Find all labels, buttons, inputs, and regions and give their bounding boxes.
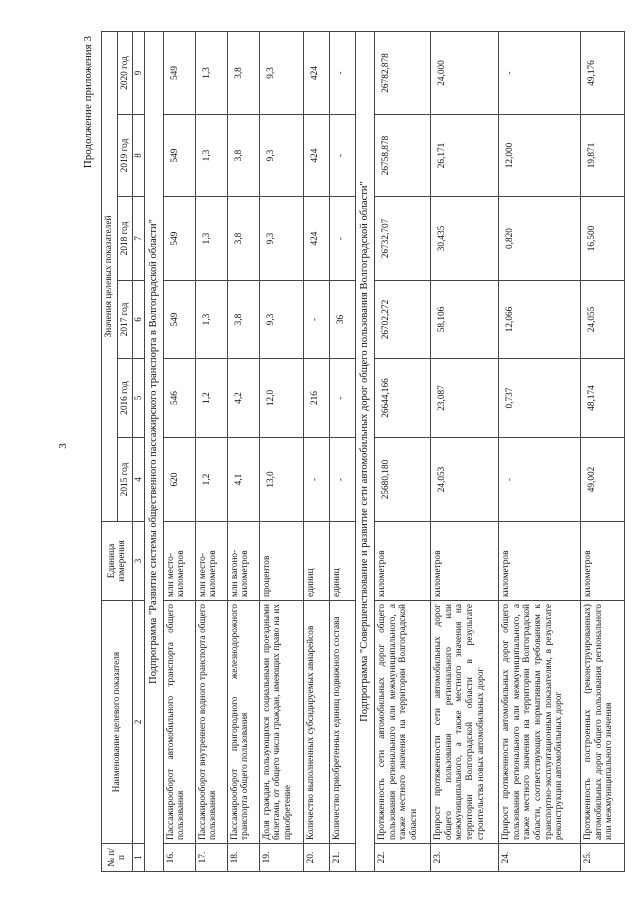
unit-of-measure: километров (580, 522, 624, 601)
header-year: 2019 год (117, 115, 133, 197)
indicator-name: Количество выполненных субсидируемых авиарейсов (303, 601, 329, 844)
table-row (259, 31, 303, 871)
indicator-value: 9,3 (259, 197, 303, 281)
indicator-name: Пассажирооборот пригородного железнодорожного транспорта общего пользования (227, 601, 259, 844)
unit-of-measure: млн место-километров (163, 522, 195, 601)
indicator-value: 58,106 (430, 281, 498, 359)
header-num: № п/п (102, 844, 133, 872)
indicator-value: - (303, 281, 329, 359)
row-number: 25. (580, 844, 624, 872)
header-year: 2018 год (117, 197, 133, 281)
column-index: 6 (133, 281, 144, 359)
indicator-name: Протяженность построенных (реконструированных) автомобильных дорог общего пользования регионального или межмуниципального значения (580, 601, 624, 844)
unit-of-measure: млн место-километров (195, 522, 227, 601)
indicator-name: Прирост протяженности сети автомобильных дорог общего пользования регионального или межмуниципального, а также местного значения на территории Волгоградской области в результате строительства новых автомобильных дорог (430, 601, 498, 844)
indicator-value: 0,737 (498, 359, 580, 438)
row-number: 21. (329, 844, 355, 872)
indicator-value: 24,055 (580, 281, 624, 359)
indicator-value: 1,3 (195, 281, 227, 359)
column-index: 9 (133, 31, 144, 114)
indicator-value: 1,2 (195, 359, 227, 438)
row-number: 17. (195, 844, 227, 872)
indicator-value: 49,002 (580, 438, 624, 522)
subprogram-row (355, 31, 374, 871)
indicator-value: 3,8 (227, 115, 259, 197)
indicator-value: 25680,180 (374, 438, 430, 522)
indicator-name: Прирост протяженности автомобильных дорог общего пользования регионального или межмуниципального, а также местного значения на территории Волгоградской области, соответствующих нормативным требованиям к транспортно-эксплуатационным показателям, в результате реконструкции автомобильных дорог (498, 601, 580, 844)
header-unit: Единица измерения (102, 522, 133, 601)
indicator-value: 26644,166 (374, 359, 430, 438)
column-index: 3 (133, 522, 144, 601)
row-number: 20. (303, 844, 329, 872)
row-number: 19. (259, 844, 303, 872)
unit-of-measure: процентов (259, 522, 303, 601)
indicator-value: - (498, 438, 580, 522)
indicator-value: 549 (163, 115, 195, 197)
subprogram-row (144, 31, 163, 871)
indicator-value: 12,066 (498, 281, 580, 359)
indicator-value: 26732,707 (374, 197, 430, 281)
table-row (580, 31, 624, 871)
unit-of-measure: единиц (303, 522, 329, 601)
table-row (430, 31, 498, 871)
indicator-value: 546 (163, 359, 195, 438)
indicator-value: 9,3 (259, 115, 303, 197)
column-index: 8 (133, 115, 144, 197)
indicator-value: 1,2 (195, 438, 227, 522)
indicator-name: Протяженность сети автомобильных дорог общего пользования регионального или межмуниципального, а также местного значения на территории Волгоградской области (374, 601, 430, 844)
header-year: 2016 год (117, 359, 133, 438)
indicator-name: Пассажирооборот внутреннего водного транспорта общего пользования (195, 601, 227, 844)
indicator-value: 30,435 (430, 197, 498, 281)
indicator-value: 24,053 (430, 438, 498, 522)
indicator-value: 1,3 (195, 31, 227, 114)
unit-of-measure: километров (430, 522, 498, 601)
table-row (374, 31, 430, 871)
unit-of-measure: единиц (329, 522, 355, 601)
indicator-value: 1,3 (195, 115, 227, 197)
indicator-value: - (498, 31, 580, 114)
indicator-value: 49,176 (580, 31, 624, 114)
indicator-value: 424 (303, 197, 329, 281)
indicator-value: 1,3 (195, 197, 227, 281)
indicator-value: - (303, 438, 329, 522)
indicator-value: 9,3 (259, 31, 303, 114)
indicator-value: 4,2 (227, 359, 259, 438)
indicator-value: 216 (303, 359, 329, 438)
indicator-value: 48,174 (580, 359, 624, 438)
subprogram-title: Подпрограмма "Развитие системы общественного пассажирского транспорта в Волгоградской области" (144, 31, 163, 871)
indicator-value: 26702,272 (374, 281, 430, 359)
table-row (163, 31, 195, 871)
row-number: 24. (498, 844, 580, 872)
table-row (498, 31, 580, 871)
table-row (195, 31, 227, 871)
table-row (303, 31, 329, 871)
column-index: 7 (133, 197, 144, 281)
indicator-value: 4,1 (227, 438, 259, 522)
column-index-row (133, 31, 144, 871)
indicator-value: 12,000 (498, 115, 580, 197)
indicator-value: 549 (163, 197, 195, 281)
row-number: 22. (374, 844, 430, 872)
indicator-value: 36 (329, 281, 355, 359)
unit-of-measure: километров (374, 522, 430, 601)
indicator-value: 620 (163, 438, 195, 522)
column-index: 2 (133, 601, 144, 844)
indicator-value: 12,0 (259, 359, 303, 438)
row-number: 18. (227, 844, 259, 872)
subprogram-title: Подпрограмма "Совершенствование и развитие сети автомобильных дорог общего пользования Волгоградской области" (355, 31, 374, 871)
table-row (329, 31, 355, 871)
indicator-value: 26,171 (430, 115, 498, 197)
indicator-value: - (329, 438, 355, 522)
continuation-label: Продолжение приложения 3 (82, 36, 94, 169)
indicator-name: Количество приобретенных единиц подвижного состава (329, 601, 355, 844)
indicator-value: 3,8 (227, 197, 259, 281)
indicator-name: Пассажирооборот автомобильного транспорта общего пользования (163, 601, 195, 844)
indicator-value: 23,087 (430, 359, 498, 438)
indicator-value: - (329, 115, 355, 197)
column-index: 1 (133, 844, 144, 872)
indicator-value: 424 (303, 115, 329, 197)
unit-of-measure: километров (498, 522, 580, 601)
indicator-value: 24,000 (430, 31, 498, 114)
indicator-value: 26758,878 (374, 115, 430, 197)
header-year: 2015 год (117, 438, 133, 522)
indicator-value: 13,0 (259, 438, 303, 522)
indicator-value: 0,820 (498, 197, 580, 281)
header-year: 2017 год (117, 281, 133, 359)
indicator-value: - (329, 197, 355, 281)
column-index: 4 (133, 438, 144, 522)
indicator-value: 19,871 (580, 115, 624, 197)
header-year: 2020 год (117, 31, 133, 114)
indicator-name: Доля граждан, пользующихся социальными проездными билетами, от общего числа граждан, имеющих право на их приобретение (259, 601, 303, 844)
page-number: 3 (57, 443, 69, 449)
indicator-value: 549 (163, 281, 195, 359)
rotated-table-page (77, 32, 617, 872)
indicator-value: - (329, 31, 355, 114)
indicator-value: - (329, 359, 355, 438)
column-index: 5 (133, 359, 144, 438)
indicator-value: 3,8 (227, 31, 259, 114)
header-name: Наименование целевого показателя (102, 601, 133, 844)
indicator-value: 16,500 (580, 197, 624, 281)
indicator-value: 549 (163, 31, 195, 114)
unit-of-measure: млн вагоно-километров (227, 522, 259, 601)
indicator-value: 3,8 (227, 281, 259, 359)
indicator-value: 9,3 (259, 281, 303, 359)
table-row (227, 31, 259, 871)
indicator-value: 26782,878 (374, 31, 430, 114)
indicators-table (101, 31, 625, 872)
row-number: 16. (163, 844, 195, 872)
indicator-value: 424 (303, 31, 329, 114)
header-values-group: Значения целевых показателей (102, 31, 118, 521)
row-number: 23. (430, 844, 498, 872)
